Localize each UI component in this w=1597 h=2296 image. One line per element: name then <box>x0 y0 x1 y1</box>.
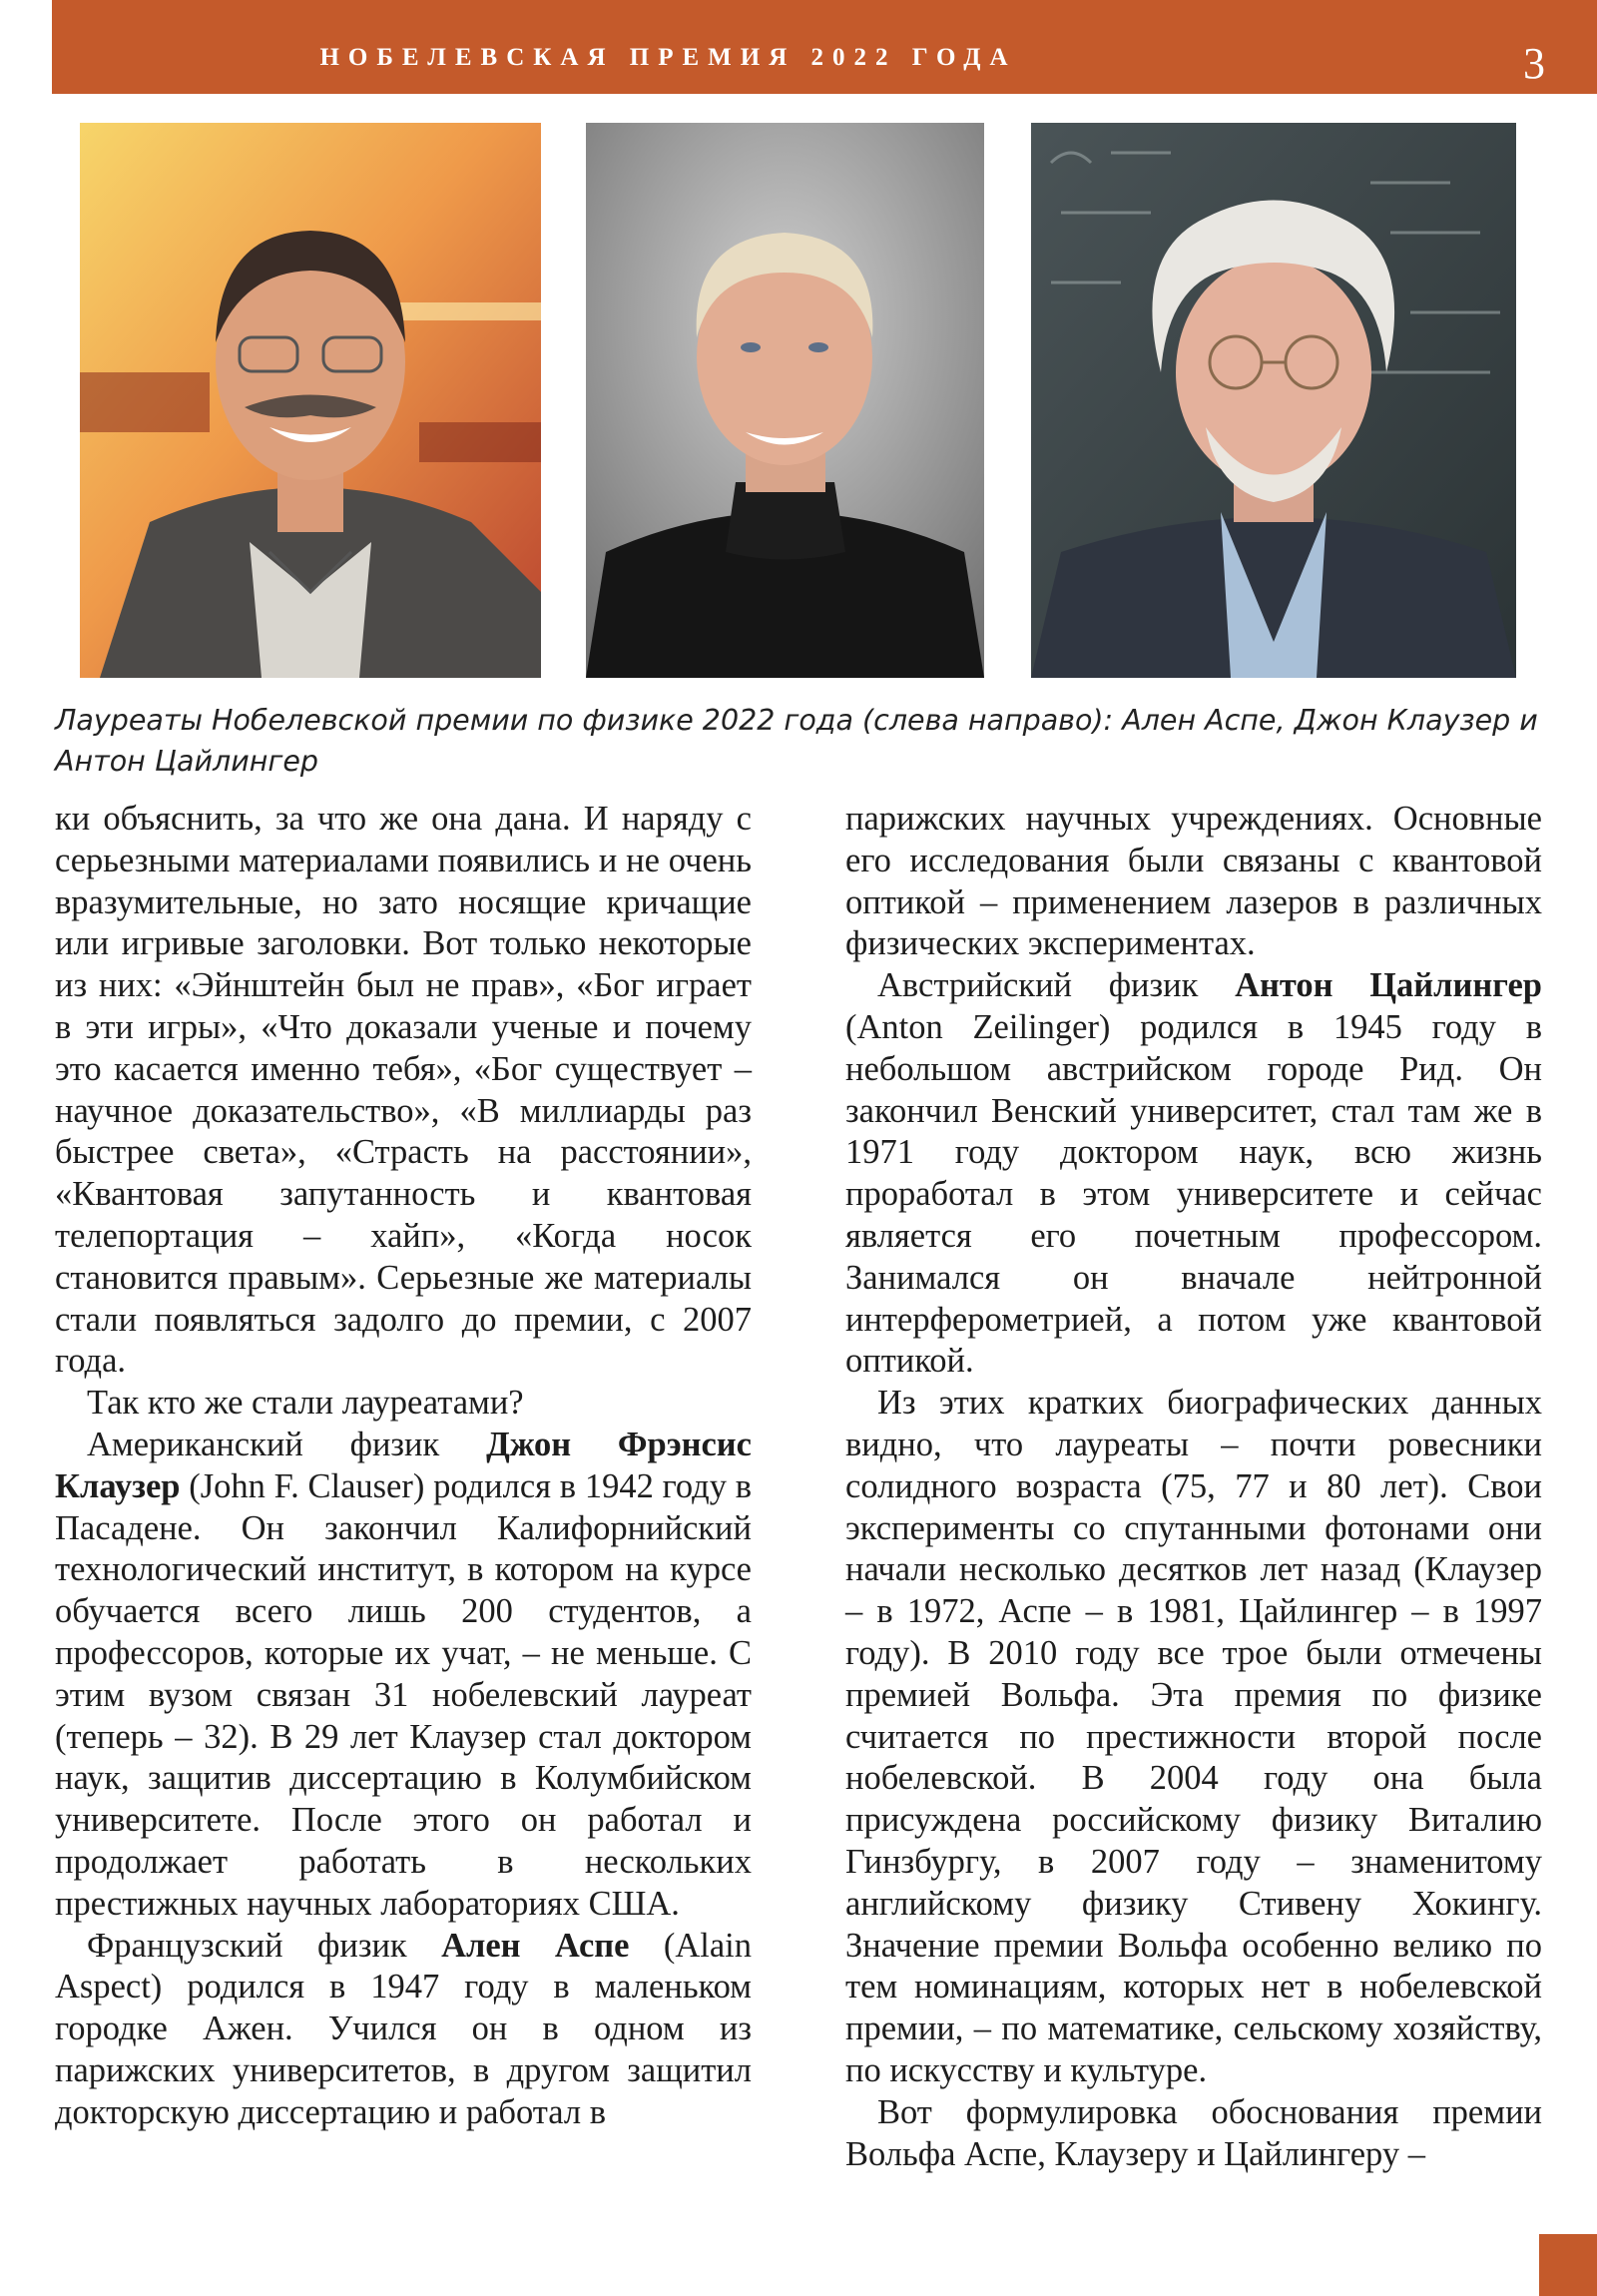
article-column-right <box>845 799 1542 2175</box>
paragraph-text: Французский физик <box>87 1926 442 1965</box>
paragraph-text: Американский физик <box>87 1425 487 1463</box>
paragraph: Из этих кратких биографических данных видно, что лауреаты – почти ровесники солидного возраста (75, 77 и 80 лет). Свои эксперименты со спутанными фотонами они начали несколько десятков лет назад (Клаузер – в 1972, Аспе – в 1981, Цайлингер – в 1997 году). В 2010 году все трое были отмечены премией Вольфа. Эта премия по физике считается по престижности второй после нобелевской. В 2004 году она была присуждена российскому физику Виталию Гинзбургу, в 2007 году – знаменитому английскому физику Стивену Хокингу. Значение премии Вольфа особенно велико по тем номинациям, которых нет в нобелевской премии, – по математике, сельскому хозяйству, по искусству и культуре. <box>845 1384 1542 2089</box>
section-title: НОБЕЛЕВСКАЯ ПРЕМИЯ 2022 ГОДА <box>319 44 1017 71</box>
portrait-photo-icon <box>80 123 541 678</box>
paragraph <box>845 965 1542 1383</box>
portrait-photo-icon <box>586 123 984 678</box>
paragraph: ки объяснить, за что же она дана. И наряду с серьезными материалами появились и не очень вразумительные, но зато носящие кричащие или игривые заголовки. Вот только некоторые из них: «Эйнштейн был не прав», «Бог играет в эти игры», «Что доказали ученые и почему это касается именно тебя», «Бог существует – научное доказательство», «В миллиарды раз быстрее света», «Страсть на расстоянии», «Квантовая запутанность и квантовая телепортация – хайп», «Когда носок становится правым». Серьезные же материалы стали появляться задолго до премии, с 2007 года. <box>55 800 752 1381</box>
paragraph: парижских научных учреждениях. Основные его исследования были связаны с квантовой оптикой – применением лазеров в различных физических экспериментах. <box>845 800 1542 963</box>
corner-decoration <box>1539 2234 1597 2296</box>
paragraph <box>55 1425 752 1926</box>
portrait-photo-icon <box>1031 123 1516 678</box>
paragraph-text: (Alain Aspect) родился в 1947 году в маленьком городке Ажен. Учился он в одном из парижских университетов, в другом защитил докторскую диссертацию и работал в <box>55 1926 752 2131</box>
paragraph <box>55 1926 752 2134</box>
paragraph: Вот формулировка обоснования премии Вольфа Аспе, Клаузеру и Цайлингеру – <box>845 2092 1542 2173</box>
paragraph: Так кто же стали лауреатами? <box>87 1384 524 1423</box>
page-number: 3 <box>1523 39 1545 88</box>
page-header <box>52 0 1597 94</box>
laureate-name: Ален Аспе <box>441 1926 630 1965</box>
paragraph-text: (Anton Zeilinger) родился в 1945 году в небольшом австрийском городе Рид. Он закончил Венский университет, стал там же в 1971 году доктором наук, всю жизнь проработал в этом университете и сейчас является его почетным профессором. Занимался он вначале нейтронной интерферометрией, а потом уже квантовой оптикой. <box>845 1007 1542 1381</box>
paragraph-text: Австрийский физик <box>877 966 1236 1005</box>
photo-caption: Лауреаты Нобелевской премии по физике 2022 года (слева направо): Ален Аспе, Джон Клаузер и Антон Цайлингер <box>55 704 1538 778</box>
laureate-name: Антон Цайлингер <box>1235 966 1542 1005</box>
paragraph-text: (John F. Clauser) родился в 1942 году в Пасадене. Он закончил Калифорнийский технологический институт, в котором на курсе обучается всего лишь 200 студентов, а профессоров, которые их учат, – не меньше. С этим вузом связан 31 нобелевский лауреат (теперь – 32). В 29 лет Клаузер стал доктором наук, защитив диссертацию в Колумбийском университете. После этого он работал и продолжает работать в нескольких престижных научных лабораториях США. <box>55 1466 752 1923</box>
laureate-name: Джон Фрэнсис Клаузер <box>55 1425 752 1505</box>
article-column-left <box>55 799 752 2134</box>
